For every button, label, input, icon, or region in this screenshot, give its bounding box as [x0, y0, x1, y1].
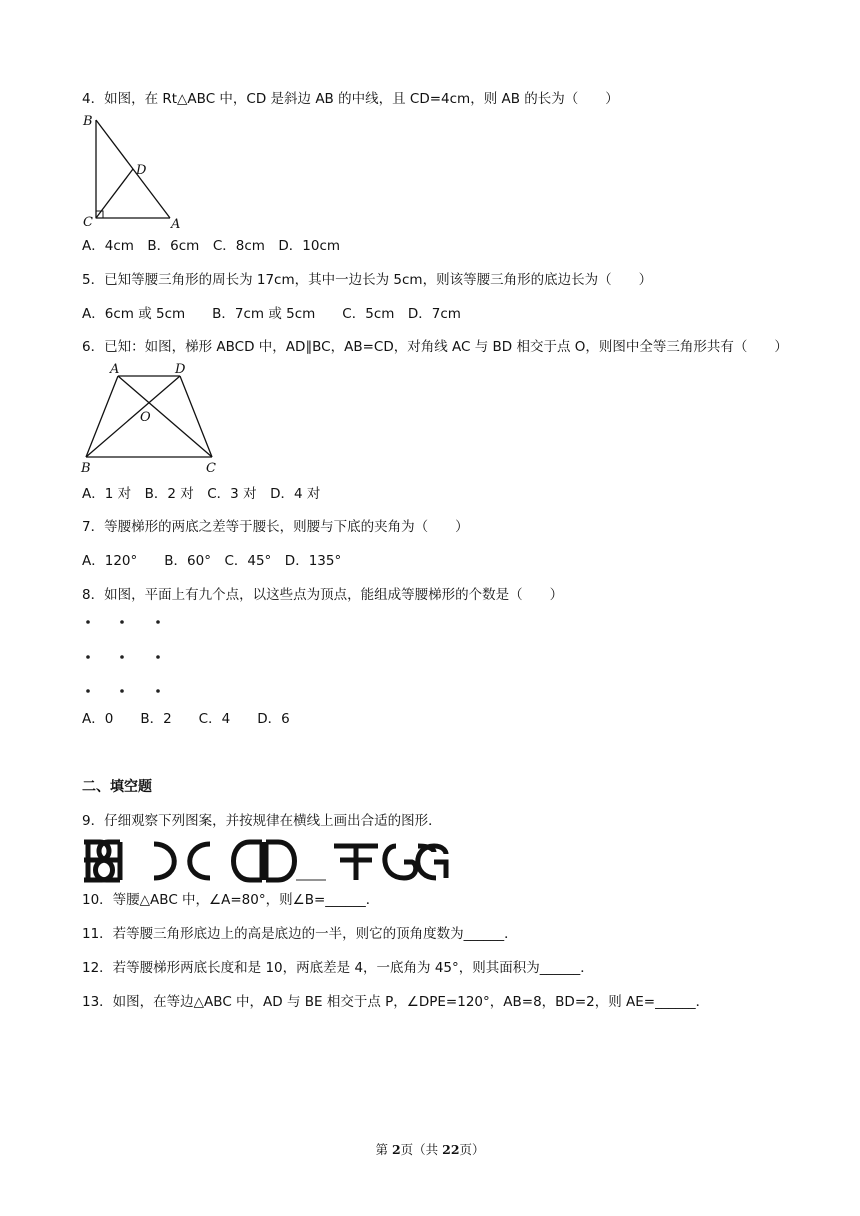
- pattern-mirrored-f: [334, 846, 378, 880]
- label-C: C: [83, 215, 93, 230]
- point: [120, 620, 124, 624]
- point: [156, 655, 160, 659]
- point: [156, 689, 160, 693]
- page-footer: [0, 1140, 860, 1158]
- label-C: C: [206, 461, 216, 476]
- q4-stem: 4．如图，在 Rt△ABC 中，CD 是斜边 AB 的中线，且 CD=4cm，则 AB 的长为（ ）: [82, 91, 619, 107]
- section-heading: 二、填空题: [82, 779, 152, 795]
- q8-options: A．0 B．2 C．4 D．6: [82, 711, 290, 727]
- point: [86, 655, 90, 659]
- q11-stem: 11．若等腰三角形底边上的高是底边的一半，则它的顶角度数为______．: [82, 926, 518, 942]
- footer-prefix: 第: [375, 1142, 392, 1157]
- point: [156, 620, 160, 624]
- point: [86, 620, 90, 624]
- footer-page-number: 2: [391, 1142, 401, 1157]
- footer-middle: 页（共: [400, 1142, 443, 1157]
- label-D: D: [175, 362, 186, 377]
- label-A: A: [110, 362, 120, 377]
- nine-points-figure: [80, 612, 175, 702]
- footer-suffix: 页）: [459, 1142, 485, 1157]
- label-O: O: [140, 410, 151, 425]
- symmetric-pattern-figure: [82, 838, 462, 884]
- q12-stem: 12．若等腰梯形两底长度和是 10，两底差是 4，一底角为 45°，则其面积为______．: [82, 960, 594, 976]
- point: [120, 689, 124, 693]
- trapezoid-figure: [78, 362, 223, 478]
- pattern-mirrored-c: [154, 844, 210, 878]
- label-D: D: [136, 163, 147, 178]
- label-A: A: [171, 217, 181, 230]
- q7-stem: 7．等腰梯形的两底之差等于腰长，则腰与下底的夹角为（ ）: [82, 519, 469, 535]
- q6-options: A．1 对 B．2 对 C．3 对 D．4 对: [82, 486, 321, 502]
- q5-stem: 5．已知等腰三角形的周长为 17cm，其中一边长为 5cm，则该等腰三角形的底边长为（ ）: [82, 272, 653, 288]
- right-triangle-figure: [80, 112, 185, 230]
- q5-options: A．6cm 或 5cm B．7cm 或 5cm C．5cm D．7cm: [82, 306, 461, 322]
- q4-options: A．4cm B．6cm C．8cm D．10cm: [82, 238, 341, 254]
- q8-stem: 8．如图，平面上有九个点，以这些点为顶点，能组成等腰梯形的个数是（ ）: [82, 587, 564, 603]
- point: [86, 689, 90, 693]
- q10-stem: 10．等腰△ABC 中，∠A=80°，则∠B=______．: [82, 892, 380, 908]
- q13-stem: 13．如图，在等边△ABC 中，AD 与 BE 相交于点 P，∠DPE=120°，AB=8，BD=2，则 AE=______．: [82, 994, 710, 1010]
- footer-total-pages: 22: [442, 1142, 460, 1157]
- pattern-mirrored-d: [234, 842, 295, 880]
- q6-stem: 6．已知：如图，梯形 ABCD 中，AD∥BC，AB=CD，对角线 AC 与 BD 相交于点 O，则图中全等三角形共有（ ）: [82, 339, 788, 355]
- point: [120, 655, 124, 659]
- pattern-mirrored-g: [385, 846, 446, 878]
- pattern-mirrored-b: [84, 842, 120, 880]
- label-B: B: [83, 114, 93, 129]
- q7-options: A．120° B．60° C．45° D．135°: [82, 553, 342, 569]
- q9-stem: 9．仔细观察下列图案，并按规律在横线上画出合适的图形．: [82, 813, 442, 829]
- label-B: B: [81, 461, 91, 476]
